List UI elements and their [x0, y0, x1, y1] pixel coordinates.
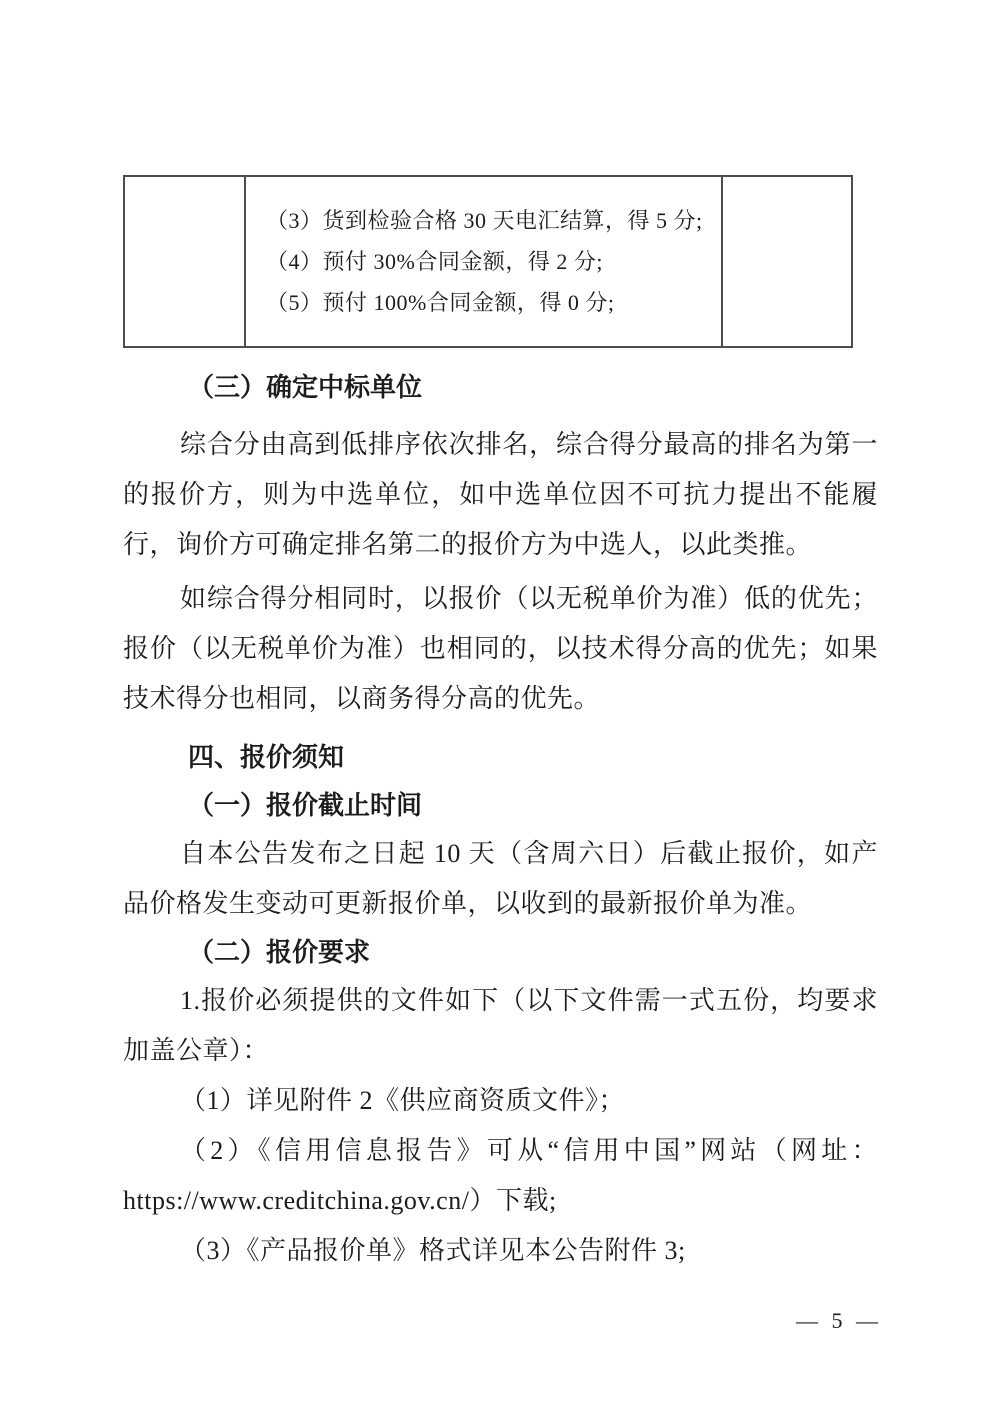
- section4-heading: 四、报价须知: [188, 742, 345, 772]
- table-cell-left-empty: [124, 176, 245, 347]
- table-cell-right-empty: [722, 176, 852, 347]
- criteria-lines: [246, 186, 721, 338]
- score-criteria-table: [123, 175, 853, 348]
- table-cell-criteria: [245, 176, 722, 347]
- page-number: — 5 —: [796, 1308, 882, 1333]
- sub1-heading: （一）报价截止时间: [188, 791, 423, 820]
- paragraph-deadline: 自本公告发布之日起 10 天（含周六日）后截止报价，如产品价格发生变动可更新报价单，以收到的最新报价单为准。: [123, 839, 878, 918]
- paragraph-ranking: 综合分由高到低排序依次排名，综合得分最高的排名为第一的报价方，则为中选单位，如中选单位因不可抗力提出不能履行，询价方可确定排名第二的报价方为中选人，以此类推。: [123, 430, 878, 559]
- list-item-1: （1）详见附件 2《供应商资质文件》；: [180, 1086, 626, 1115]
- list-item-2: （2）《信用信息报告》可从“信用中国”网站（网址：https://www.creditchina.gov.cn/）下载;: [123, 1136, 878, 1215]
- document-body: [123, 352, 878, 1276]
- section3-heading: （三）确定中标单位: [188, 373, 423, 402]
- paragraph-requirement: 1.报价必须提供的文件如下（以下文件需一式五份，均要求加盖公章）：: [123, 986, 878, 1065]
- table-row: [124, 176, 852, 347]
- criteria-line: （3）货到检验合格 30 天电汇结算，得 5 分;: [266, 207, 703, 233]
- sub2-heading: （二）报价要求: [188, 938, 371, 967]
- criteria-line: （5）预付 100%合同金额，得 0 分;: [266, 289, 615, 315]
- list-item-3: （3）《产品报价单》格式详见本公告附件 3;: [180, 1236, 686, 1265]
- criteria-line: （4）预付 30%合同金额，得 2 分;: [266, 248, 603, 274]
- paragraph-tiebreak: 如综合得分相同时，以报价（以无税单价为准）低的优先；报价（以无税单价为准）也相同的，以技术得分高的优先；如果技术得分也相同，以商务得分高的优先。: [123, 584, 878, 713]
